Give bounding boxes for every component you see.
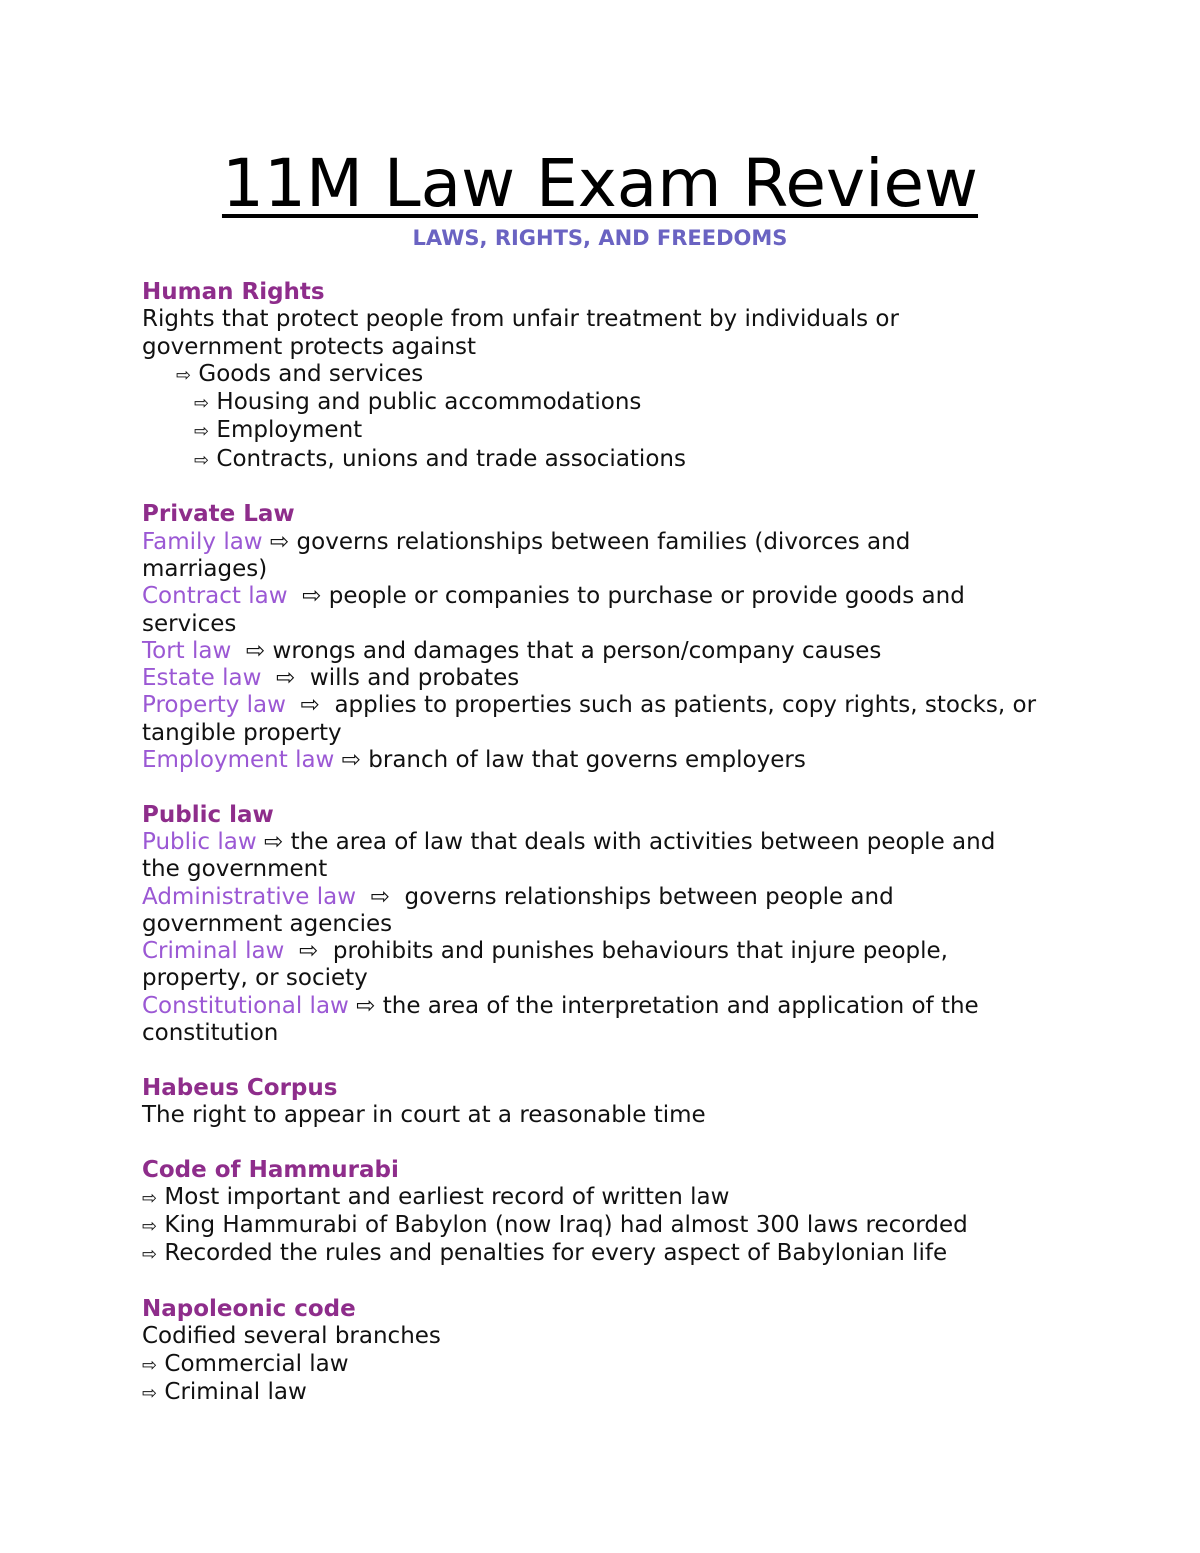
term: Family law (142, 528, 263, 555)
section-napoleonic-code (142, 1296, 1072, 1407)
arrow-icon: ⇨ (356, 883, 405, 910)
definition-line: services (142, 610, 237, 637)
document-subtitle: LAWS, RIGHTS, AND FREEDOMS (412, 226, 788, 250)
arrow-icon: ⇨ (194, 393, 210, 415)
definition-line: marriages) (142, 555, 268, 582)
arrow-icon: ⇨ (284, 938, 333, 965)
arrow-icon: ⇨ (261, 665, 310, 692)
arrow-icon: ⇨ (194, 421, 210, 443)
arrow-icon: ⇨ (334, 747, 369, 774)
term: Public law (142, 828, 257, 855)
term: Property law (142, 692, 286, 719)
definition-line: Employment law ⇨ branch of law that governs employers (142, 747, 806, 774)
arrow-icon: ⇨ (348, 992, 383, 1019)
section-human-rights (142, 279, 1072, 474)
list-item: ⇨ Goods and services (176, 360, 424, 387)
definition-line: tangible property (142, 719, 342, 746)
arrow-icon: ⇨ (142, 1382, 158, 1404)
list-item: ⇨ Most important and earliest record of written law (142, 1183, 730, 1210)
arrow-icon: ⇨ (262, 528, 297, 555)
definition-line: constitution (142, 1020, 279, 1047)
definition-line: Estate law ⇨ wills and probates (142, 665, 520, 692)
list-item: ⇨ Contracts, unions and trade associations (194, 445, 686, 472)
term: Employment law (142, 747, 335, 774)
term: Constitutional law (142, 992, 349, 1019)
definition-line: Criminal law ⇨ prohibits and punishes behaviours that injure people, (142, 938, 948, 965)
definition-line: Constitutional law ⇨ the area of the interpretation and application of the (142, 992, 979, 1019)
section-heading: Habeus Corpus (142, 1074, 338, 1101)
paragraph-line: Codified several branches (142, 1323, 441, 1350)
list-item: ⇨ King Hammurabi of Babylon (now Iraq) had almost 300 laws recorded (142, 1212, 968, 1239)
paragraph-line: The right to appear in court at a reasonable time (142, 1101, 706, 1128)
arrow-icon: ⇨ (287, 583, 329, 610)
document-body (142, 279, 1072, 1434)
arrow-icon: ⇨ (256, 828, 291, 855)
arrow-icon: ⇨ (142, 1187, 158, 1209)
section-code-of-hammurabi (142, 1157, 1072, 1269)
list-item: ⇨ Criminal law (142, 1378, 307, 1405)
definition-line: Administrative law ⇨ governs relationships between people and (142, 883, 894, 910)
section-habeus-corpus (142, 1075, 1072, 1130)
arrow-icon: ⇨ (231, 637, 273, 664)
list-item: ⇨ Housing and public accommodations (194, 389, 642, 416)
paragraph-line: government protects against (142, 333, 477, 360)
definition-line: Tort law ⇨ wrongs and damages that a person/company causes (142, 637, 882, 664)
arrow-icon: ⇨ (142, 1354, 158, 1376)
arrow-icon: ⇨ (176, 364, 192, 386)
definition-line: property, or society (142, 965, 368, 992)
term: Contract law (142, 583, 288, 610)
list-item: ⇨ Employment (194, 417, 363, 444)
document-title (0, 144, 1200, 224)
definition-line: Property law ⇨ applies to properties such as patients, copy rights, stocks, or (142, 692, 1037, 719)
document-title-text: 11M Law Exam Review (221, 145, 979, 222)
section-private-law (142, 501, 1072, 774)
section-heading: Private Law (142, 501, 295, 528)
list-item: ⇨ Commercial law (142, 1350, 349, 1377)
section-heading: Napoleonic code (142, 1295, 356, 1322)
term: Criminal law (142, 938, 285, 965)
arrow-icon: ⇨ (285, 692, 335, 719)
term: Administrative law (142, 883, 357, 910)
definition-line: the government (142, 856, 328, 883)
arrow-icon: ⇨ (194, 449, 210, 471)
definition-line: Family law ⇨ governs relationships between families (divorces and (142, 528, 911, 555)
definition-line: Public law ⇨ the area of law that deals with activities between people and (142, 828, 996, 855)
list-item: ⇨ Recorded the rules and penalties for every aspect of Babylonian life (142, 1240, 948, 1267)
section-heading: Code of Hammurabi (142, 1156, 399, 1183)
section-heading: Public law (142, 801, 274, 828)
term: Estate law (142, 665, 262, 692)
arrow-icon: ⇨ (142, 1216, 158, 1238)
section-heading: Human Rights (142, 279, 325, 305)
paragraph-line: Rights that protect people from unfair treatment by individuals or (142, 306, 899, 333)
term: Tort law (142, 637, 232, 664)
section-public-law (142, 802, 1072, 1048)
definition-line: Contract law ⇨ people or companies to purchase or provide goods and (142, 583, 965, 610)
definition-line: government agencies (142, 910, 393, 937)
arrow-icon: ⇨ (142, 1244, 158, 1266)
